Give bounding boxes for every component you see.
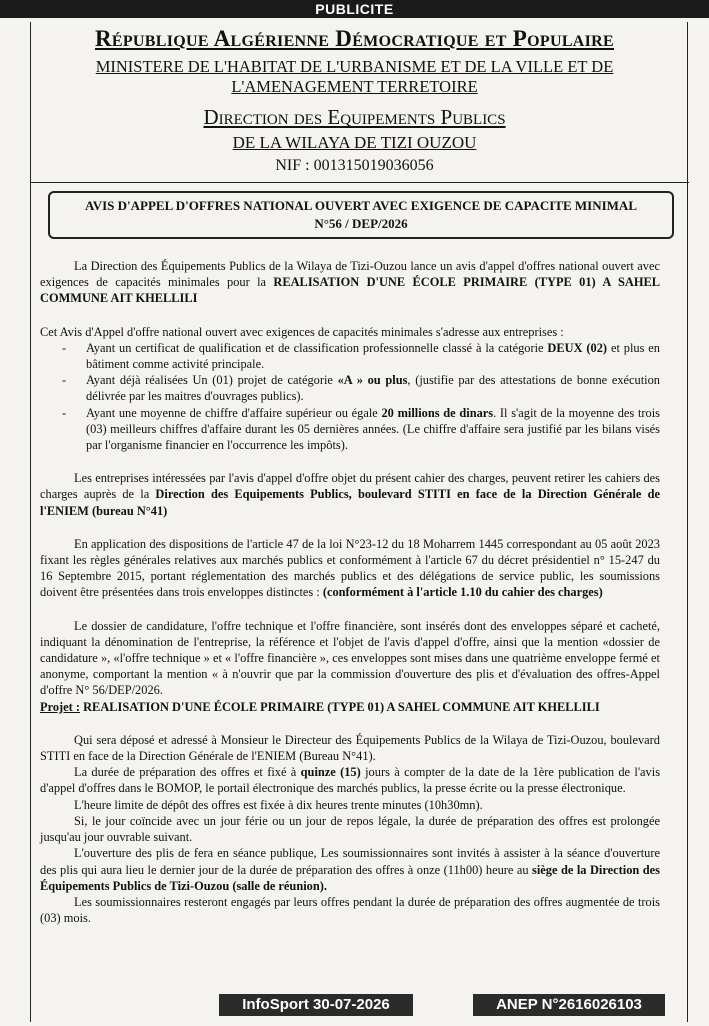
projet-text: REALISATION D'UNE ÉCOLE PRIMAIRE (TYPE 01) A SAHEL COMMUNE AIT KHELLILI: [80, 699, 600, 714]
opening-text: L'ouverture des plis de fera en séance publique, Les soumissionnaires sont invités à assister à la séance d'ouverture des plis qui aura lieu le dernier jour de la durée de préparation des offres à onze (11h00) heure au: [40, 846, 660, 877]
duration-text: jours à compter de la date de la 1ère publication de l'avis d'appel d'offres dans le BOMOP, le portail électronique des marchés publics, la presse écrite ou la presse électronique.: [40, 765, 661, 796]
legal-paragraph: [40, 536, 660, 601]
criterion-bold: 20 millions de dinars: [381, 405, 494, 420]
duration-paragraph: [40, 764, 660, 796]
criterion-text: Ayant un certificat de qualification et de classification professionnelle classé à la catégorie: [86, 340, 548, 355]
republic-heading: République Algérienne Démocratique et Populaire: [94, 26, 615, 51]
list-item: - Ayant déjà réalisées Un (01) projet de catégorie «A » ou plus, (justifie par des attestations de bonne exécution délivrée par les maitres d'ouvrages publics).: [62, 373, 660, 404]
holiday-paragraph: Si, le jour coïncide avec un jour férie ou un jour de repos légale, la durée de préparation des offres est prolongée jusqu'au jour ouvrable suivant.: [40, 813, 660, 845]
nif-line: NIF : 001315019036056: [275, 157, 434, 174]
deposit-paragraph: Qui sera déposé et adressé à Monsieur le Directeur des Équipements Publics de la Wilaya de Tizi-Ouzou, boulevard STITI en face de la Direction Générale de l'ENIEM (Bureau N°41).: [40, 732, 660, 764]
legal-text: En application des dispositions de l'article 47 de la loi N°23-12 du 18 Moharrem 1445 correspondant au 05 août 2023 fixant les règles générales relatives aux marchés publics et conformément à l'article 67 du décret présidentiel n° 15-247 du 16 Septembre 2015, portant réglementation des marchés publics et des délégations de service public, les soumissions doivent être présentées dans trois enveloppes distinctes :: [40, 536, 660, 600]
duration-text: La durée de préparation des offres et fixé à: [74, 765, 301, 780]
header-divider: [31, 182, 689, 183]
opening-location: siège de la Direction des Équipements Publics de Tizi-Ouzou (salle de réunion).: [40, 862, 660, 893]
wilaya-heading: DE LA WILAYA DE TIZI OUZOU: [232, 133, 477, 152]
footer-publication: InfoSport 30-07-2026: [219, 994, 413, 1016]
criterion-text: , (justifie par des attestations de bonne exécution délivrée par les maitres d'ouvrages publics).: [86, 373, 660, 404]
commitment-paragraph: Les soumissionnaires resteront engagés par leurs offres pendant la durée de préparation des offres augmentée de trois (03) mois.: [40, 894, 660, 926]
withdrawal-text: Les entreprises intéressées par l'avis d'appel d'offre objet du présent cahier des charges, peuvent retirer les cahiers des charges auprès de la: [40, 471, 660, 502]
intro-text: La Direction des Équipements Publics de la Wilaya de Tizi-Ouzou lance un avis d'appel d'offres national ouvert avec exigences de capacités minimales pour la: [40, 259, 660, 290]
project-name: REALISATION D'UNE ÉCOLE PRIMAIRE (TYPE 01) A SAHEL COMMUNE AIT KHELLILI: [40, 275, 660, 306]
notice-body: [40, 258, 660, 926]
list-item: - Ayant un certificat de qualification et de classification professionnelle classé à la catégorie DEUX (02) et plus en bâtiment comme activité principale.: [62, 340, 660, 372]
withdrawal-location: Direction des Equipements Publics, boulevard STITI en face de la Direction Générale de l'ENIEM (bureau N°41): [40, 487, 661, 518]
criterion-text: Ayant une moyenne de chiffre d'affaire supérieur ou égale: [86, 405, 382, 420]
legal-reference: (conformément à l'article 1.10 du cahier des charges): [322, 585, 603, 600]
criterion-bold: «A » ou plus: [337, 373, 408, 388]
duration-bold: quinze (15): [300, 765, 361, 780]
withdrawal-paragraph: [40, 470, 660, 519]
dossier-paragraph: Le dossier de candidature, l'offre technique et l'offre financière, sont insérés dont des enveloppes séparé et cacheté, indiquant la dénomination de l'entreprise, la référence et l'objet de l'avis d'appel d'offre, ainsi que la mention «dossier de candidature », «l'offre technique » et « l'offre financière », ces enveloppes sont mises dans une quatrième enveloppe fermé et anonyme, comportant la mention « à n'ouvrir que par la commission d'ouverture des plis et d'évaluation des offres-Appel d'offre N° 56/DEP/2026.: [40, 618, 660, 698]
notice-title-box: [48, 191, 674, 239]
criterion-text: . Il s'agit de la moyenne des trois (03) meilleurs chiffres d'affaire durant les 05 dernières années. (Le chiffre d'affaire sera justifié par les bilans visés par l'organisme financier en l'occurrence les impôts).: [86, 405, 660, 453]
deadline-paragraph: L'heure limite de dépôt des offres est fixée à dix heures trente minutes (10h30mn).: [74, 797, 483, 812]
opening-paragraph: [40, 845, 660, 894]
criterion-text: et plus en bâtiment comme activité principale.: [86, 340, 660, 372]
footer-anep-number: ANEP N°2616026103: [473, 994, 665, 1016]
notice-number: N°56 / DEP/2026: [314, 216, 408, 231]
projet-label: Projet :: [40, 699, 81, 714]
ministry-heading: MINISTERE DE L'HABITAT DE L'URBANISME ET DE LA VILLE ET DE L'AMENAGEMENT TERRETOIRE: [95, 57, 614, 96]
publicite-banner: PUBLICITE: [0, 0, 709, 18]
intro-paragraph: [40, 258, 660, 307]
criterion-bold: DEUX (02): [547, 340, 608, 355]
criterion-text: Ayant déjà réalisées Un (01) projet de catégorie: [86, 373, 338, 388]
direction-heading: Direction des Equipements Publics: [203, 105, 506, 129]
eligibility-intro: Cet Avis d'Appel d'offre national ouvert avec exigences de capacités minimales s'adresse aux entreprises :: [40, 324, 564, 339]
projet-line: [40, 699, 660, 715]
list-item: - Ayant une moyenne de chiffre d'affaire supérieur ou égale 20 millions de dinars. Il s'agit de la moyenne des trois (03) meilleurs chiffres d'affaire durant les 05 dernières années. (Le chiffre d'affaire sera justifié par les bilans visés par l'organisme financier en l'occurrence les impôts).: [62, 405, 660, 453]
notice-title: AVIS D'APPEL D'OFFRES NATIONAL OUVERT AVEC EXIGENCE DE CAPACITE MINIMAL: [84, 198, 637, 213]
